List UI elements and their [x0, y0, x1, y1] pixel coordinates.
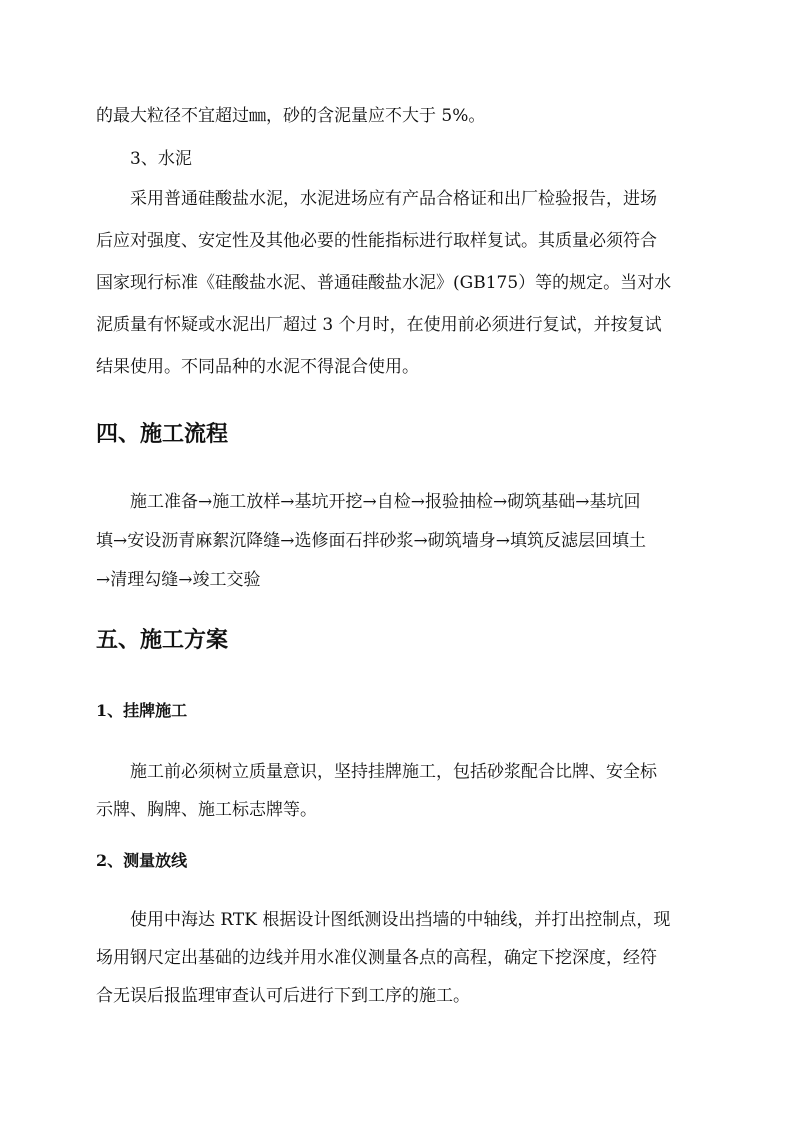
paragraph-line: 填→安设沥青麻絮沉降缝→选修面石拌砂浆→砌筑墙身→填筑反滤层回填土: [96, 531, 646, 551]
subsection-heading-2: 2、测量放线: [96, 851, 188, 870]
paragraph-line: →清理勾缝→竣工交验: [96, 570, 261, 590]
paragraph-line: 施工前必须树立质量意识，坚持挂牌施工，包括砂浆配合比牌、安全标: [130, 762, 657, 782]
paragraph-line: 示牌、胸牌、施工标志牌等。: [96, 800, 317, 820]
section-heading-4: 四、施工流程: [96, 421, 229, 447]
paragraph-line: 国家现行标准《硅酸盐水泥、普通硅酸盐水泥》(GB175）等的规定。当对水: [96, 273, 672, 293]
paragraph-line: 场用钢尺定出基础的边线并用水准仪测量各点的高程，确定下挖深度，经符: [96, 948, 657, 968]
paragraph-line: 采用普通硅酸盐水泥，水泥进场应有产品合格证和出厂检验报告，进场: [130, 189, 657, 209]
paragraph-line: 后应对强度、安定性及其他必要的性能指标进行取样复试。其质量必须符合: [96, 231, 657, 251]
section-heading-5: 五、施工方案: [96, 627, 229, 653]
paragraph-line: 泥质量有怀疑或水泥出厂超过 3 个月时，在使用前必须进行复试，并按复试: [96, 315, 662, 335]
paragraph-line: 施工准备→施工放样→基坑开挖→自检→报验抽检→砌筑基础→基坑回: [130, 492, 641, 512]
paragraph-line: 结果使用。不同品种的水泥不得混合使用。: [96, 357, 419, 377]
paragraph-line: 合无误后报监理审查认可后进行下到工序的施工。: [96, 986, 470, 1006]
subheading-cement: 3、水泥: [130, 149, 192, 169]
subsection-heading-1: 1、挂牌施工: [96, 701, 188, 720]
paragraph-line: 的最大粒径不宜超过㎜，砂的含泥量应不大于 5%。: [96, 106, 486, 126]
paragraph-line: 使用中海达 RTK 根据设计图纸测设出挡墙的中轴线，并打出控制点，现: [130, 910, 671, 930]
